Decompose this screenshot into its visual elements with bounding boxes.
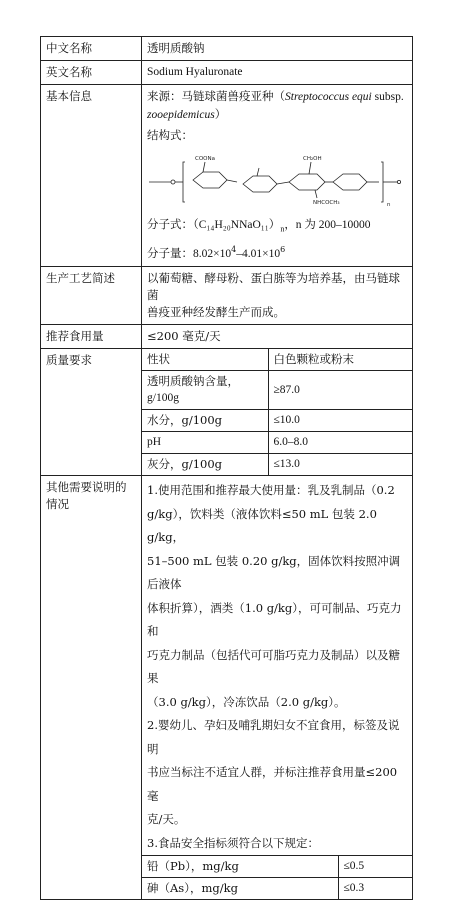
limit-name: 铅（Pb），mg/kg	[142, 856, 338, 878]
quality-value: ≤10.0	[268, 410, 412, 432]
row-en-name	[41, 61, 413, 85]
quality-row	[142, 349, 412, 371]
ch2oh-group: CH₂OH	[303, 156, 322, 162]
formula-range: ，n 为 200–10000	[284, 219, 371, 231]
limit-name: 砷（As），mg/kg	[142, 878, 338, 900]
row-cn-name	[41, 37, 413, 61]
quality-content	[142, 349, 413, 476]
structure-label: 结构式：	[147, 128, 193, 142]
p1-line: 51–500 mL 包装 0.20 g/kg，固体饮料按照冲调后液体	[147, 553, 401, 592]
p2-line: 书应当标注不适宜人群，并标注推荐食用量≤200 毫	[147, 765, 398, 803]
mw-value-b: –4.01×10	[236, 248, 281, 261]
en-name-label: 英文名称	[41, 61, 142, 85]
source-prefix: 来源：马链球菌兽疫亚种（	[147, 89, 285, 103]
limit-value: ≤0.5	[338, 856, 412, 878]
other-paragraphs	[142, 476, 412, 855]
other-label	[41, 476, 142, 900]
formula-main: （C₁₄H₂₀NNaO₁₁）	[193, 219, 281, 231]
quality-value: 6.0–8.0	[268, 432, 412, 454]
paragraph-2	[147, 714, 407, 832]
quality-name: pH	[142, 432, 268, 454]
p2-line: 克/天。	[147, 812, 186, 827]
limit-row	[142, 878, 412, 900]
formula-label: 分子式：	[147, 217, 193, 231]
quality-name-line-2: g/100g	[147, 392, 179, 405]
spec-table	[40, 36, 413, 900]
mw-value-a: 8.02×10	[193, 248, 232, 261]
p1-line: 体积折算），酒类（1.0 g/kg），可可制品、巧克力和	[147, 600, 402, 639]
dosage-value: ≤200 毫克/天	[142, 325, 413, 349]
quality-row	[142, 432, 412, 454]
structural-formula-image	[147, 148, 409, 210]
p2-line: 2.婴幼儿、孕妇及哺乳期妇女不宜食用，标签及说明	[147, 718, 400, 756]
source-latin: Streptococcus equi	[285, 91, 372, 103]
quality-name: 灰分，g/100g	[142, 454, 268, 476]
quality-name: 水分，g/100g	[142, 410, 268, 432]
quality-value: ≤13.0	[268, 454, 412, 476]
row-other	[41, 476, 413, 900]
basic-info-content	[142, 85, 413, 267]
quality-name	[142, 371, 268, 410]
en-name-value: Sodium Hyaluronate	[142, 61, 413, 85]
formula-n: n	[280, 224, 285, 234]
basic-info-label: 基本信息	[41, 85, 142, 267]
quality-row	[142, 454, 412, 476]
row-quality	[41, 349, 413, 476]
mw-label: 分子量：	[147, 246, 193, 261]
quality-table	[142, 349, 412, 475]
quality-row	[142, 371, 412, 410]
document	[40, 36, 413, 900]
cn-name-label: 中文名称	[41, 37, 142, 61]
other-content	[142, 476, 413, 900]
quality-label: 质量要求	[41, 349, 142, 476]
coona-group: COONa	[195, 156, 215, 162]
limit-row	[142, 856, 412, 878]
row-process	[41, 267, 413, 325]
p1-line: g/kg），饮料类（液体饮料≤50 mL 包装 2.0 g/kg，	[147, 506, 377, 545]
repeat-n: n	[387, 202, 391, 208]
quality-value: ≥87.0	[268, 371, 412, 410]
source-subsp: subsp.	[371, 91, 404, 103]
process-line-1: 以葡萄糖、酵母粉、蛋白胨等为培养基，由马链球菌	[147, 271, 400, 303]
quality-name: 性状	[142, 349, 268, 371]
limits-table	[142, 855, 412, 899]
p1-line: （3.0 g/kg），冷冻饮品（2.0 g/kg）。	[147, 694, 346, 709]
row-basic-info	[41, 85, 413, 267]
mw-exp-b: 6	[280, 245, 286, 255]
process-content	[142, 267, 413, 325]
limit-value: ≤0.3	[338, 878, 412, 900]
other-label-line-2: 情况	[46, 497, 69, 512]
quality-value: 白色颗粒或粉末	[268, 349, 412, 371]
p1-line: 1.使用范围和推荐最大使用量：乳及乳制品（0.2	[147, 483, 395, 498]
row-dosage	[41, 325, 413, 349]
paragraph-3: 3.食品安全指标须符合以下规定：	[147, 835, 319, 850]
cn-name-value: 透明质酸钠	[142, 37, 413, 61]
process-line-2: 兽疫亚种经发酵生产而成。	[147, 305, 285, 320]
process-label: 生产工艺简述	[41, 267, 142, 325]
mw-exp-a: 4	[231, 245, 237, 255]
source-latin2: zooepidemicus	[147, 109, 215, 121]
paragraph-1	[147, 479, 407, 714]
structure-diagram	[147, 148, 407, 210]
source-suffix: ）	[214, 107, 227, 121]
molecular-weight	[147, 241, 407, 263]
p1-line: 巧克力制品（包括代可可脂巧克力及制品）以及糖果	[147, 647, 400, 686]
source-text	[147, 88, 407, 124]
quality-name-line-1: 透明质酸钠含量，	[147, 374, 239, 389]
other-label-line-1: 其他需要说明的	[46, 480, 127, 495]
molecular-formula	[147, 216, 407, 237]
nhcoch3-group: NHCOCH₃	[313, 200, 340, 206]
quality-row	[142, 410, 412, 432]
dosage-label: 推荐食用量	[41, 325, 142, 349]
